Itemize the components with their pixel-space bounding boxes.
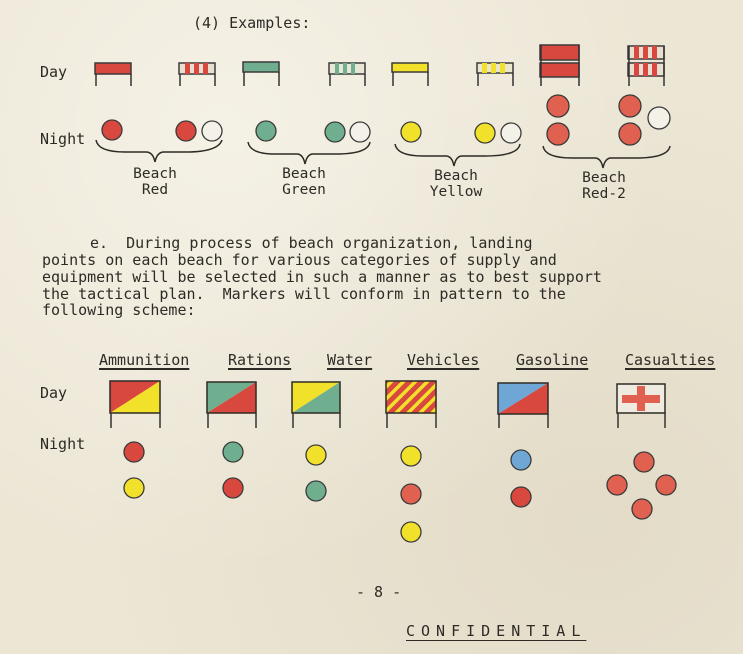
gasoline-light-blue xyxy=(511,450,531,470)
header-casualties: Casualties xyxy=(625,351,716,369)
night-light-white xyxy=(202,121,222,141)
beach-braces xyxy=(96,140,670,168)
night-light-red xyxy=(102,120,122,140)
day-flag-water xyxy=(292,382,340,428)
day-flag-casualties xyxy=(617,384,665,428)
header-water: Water xyxy=(327,351,373,369)
gasoline-light-red xyxy=(511,487,531,507)
vehicles-light-yellow xyxy=(401,446,421,466)
page-number: - 8 - xyxy=(356,583,402,601)
confidential-stamp: CONFIDENTIAL xyxy=(406,622,587,640)
day-flag-rations xyxy=(207,382,256,428)
header-vehicles: Vehicles xyxy=(407,351,480,369)
paragraph-e-line2: points on each beach for various categories of supply and xyxy=(42,251,557,269)
casualties-light-red xyxy=(607,475,627,495)
day-flag-green-striped xyxy=(329,63,365,86)
night-light-red xyxy=(619,123,641,145)
casualties-light-red xyxy=(632,499,652,519)
night-light-red xyxy=(619,95,641,117)
night-light-white xyxy=(648,107,670,129)
scheme-day-label: Day xyxy=(40,384,68,402)
night-light-white xyxy=(350,122,370,142)
night-light-red xyxy=(547,123,569,145)
beach-red-line1: Beach xyxy=(133,166,177,182)
night-light-green xyxy=(256,121,276,141)
beach-green-line1: Beach xyxy=(282,166,326,182)
day-flag-yellow xyxy=(392,63,428,86)
scheme-night-label: Night xyxy=(40,435,86,453)
ammunition-light-red xyxy=(124,442,144,462)
brace-red2 xyxy=(543,146,670,168)
night-light-green xyxy=(325,122,345,142)
water-light-green xyxy=(306,481,326,501)
brace-yellow xyxy=(395,144,520,166)
paragraph-e-line5: following scheme: xyxy=(42,301,196,319)
brace-green xyxy=(248,142,370,164)
beach-green-line2: Green xyxy=(282,182,326,198)
night-light-yellow xyxy=(401,122,421,142)
day-flag-vehicles xyxy=(376,371,446,428)
day-flag-ammunition xyxy=(110,381,160,428)
paragraph-e-line1: e. During process of beach organization, landing xyxy=(90,234,533,252)
day-flag-red-striped xyxy=(179,63,215,86)
ammunition-light-yellow xyxy=(124,478,144,498)
water-light-yellow xyxy=(306,445,326,465)
beach-red2-line1: Beach xyxy=(582,170,626,186)
header-ammunition: Ammunition xyxy=(99,351,190,369)
rations-light-green xyxy=(223,442,243,462)
day-flag-yellow-striped xyxy=(477,63,513,86)
header-gasoline: Gasoline xyxy=(516,351,589,369)
casualties-light-red xyxy=(656,475,676,495)
header-rations: Rations xyxy=(228,351,292,369)
beach-red-line2: Red xyxy=(141,182,169,198)
day-flag-red2-double-striped xyxy=(628,46,664,86)
rations-light-red xyxy=(223,478,243,498)
beach-yellow-line1: Beach xyxy=(434,168,478,184)
night-light-yellow xyxy=(475,123,495,143)
day-flag-red xyxy=(95,63,131,86)
examples-title: (4) Examples: xyxy=(193,14,311,32)
examples-night-label: Night xyxy=(40,130,86,148)
examples-day-label: Day xyxy=(40,63,68,81)
night-light-red xyxy=(547,95,569,117)
paragraph-e-line4: the tactical plan. Markers will conform in pattern to the xyxy=(42,285,566,303)
day-flag-gasoline xyxy=(498,383,548,428)
day-flag-red2-double xyxy=(540,45,579,86)
beach-yellow-line2: Yellow xyxy=(429,184,483,200)
casualties-light-red xyxy=(634,452,654,472)
night-light-red xyxy=(176,121,196,141)
brace-red xyxy=(96,140,222,162)
night-light-white xyxy=(501,123,521,143)
day-flag-green xyxy=(243,62,279,86)
beach-red2-line2: Red-2 xyxy=(582,186,626,202)
vehicles-light-yellow xyxy=(401,522,421,542)
vehicles-light-red xyxy=(401,484,421,504)
paragraph-e-line3: equipment will be selected in such a manner as to best support xyxy=(42,268,602,286)
